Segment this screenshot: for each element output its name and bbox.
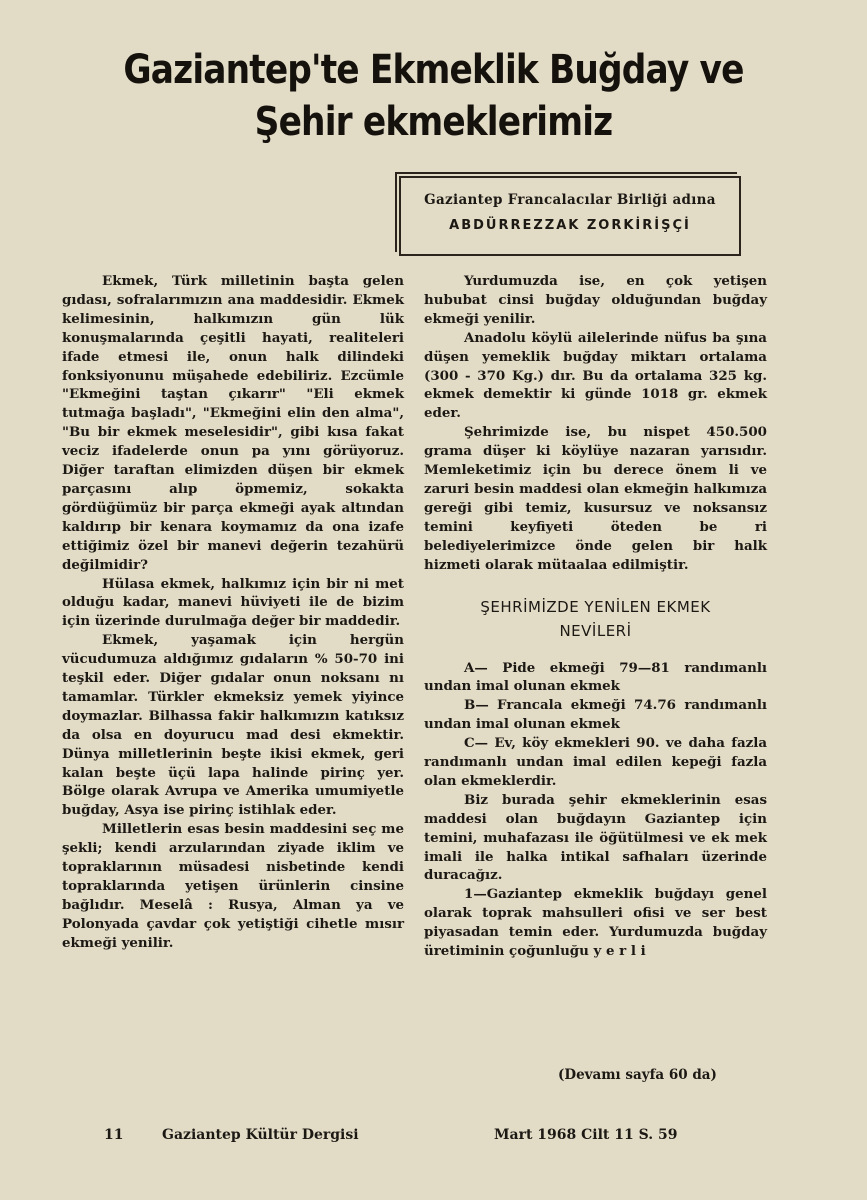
paragraph: Anadolu köylü ailelerinde nüfus ba şına düşen yemeklik buğday miktarı ortalama (300 - 370 Kg.) dır. Bu da ortalama 325 kg. ekmek demektir ki günde 1018 gr. ekmek eder. — [424, 329, 767, 422]
paragraph: Biz burada şehir ekmeklerinin esas maddesi olan buğdayın Gaziantep için temini, muhafazası ile öğütülmesi ve ek mek imali ile halka intikal safhaları üzerinde duracağız. — [424, 791, 767, 884]
continuation-note: (Devamı sayfa 60 da) — [558, 1067, 717, 1083]
left-column — [62, 272, 404, 953]
byline-author: ABDÜRREZZAK ZORKİRİŞÇİ — [449, 218, 691, 233]
paragraph: Yurdumuzda ise, en çok yetişen hububat cinsi buğday olduğundan buğday ekmeği yenilir. — [424, 273, 767, 327]
article-title — [61, 44, 807, 148]
paragraph: 1—Gaziantep ekmeklik buğdayı genel olarak toprak mahsulleri ofisi ve ser best piyasadan temin eder. Yurdumuzda buğday üretiminin çoğunluğu y e r l i — [424, 886, 767, 960]
footer-issue-info: Mart 1968 Cilt 11 S. 59 — [494, 1127, 678, 1143]
paragraph: Ekmek, yaşamak için hergün vücudumuza aldığımız gıdaların % 50-70 ini teşkil eder. Diğer gıdalar onun noksanı nı tamamlar. Türkler ekmeksiz yemek yiyince doymazlar. Bilhassa fakir halkımızın katıksız da olsa en doyurucu mad desi ekmektir. Dünya milletlerinin beşte ikisi ekmek, geri kalan beşte üçü lapa halinde pirinç yer. Bölge olarak Avrupa ve Amerika umumiyetle buğday, Asya ise pirinç istihlak eder. — [62, 632, 404, 819]
section-heading-line-2: NEVİLERİ — [559, 621, 632, 640]
paragraph: Milletlerin esas besin maddesini seç me şekli; kendi arzularından ziyade iklim ve topraklarının müsadesi nisbetinde kendi topraklarında yetişen ürünlerin cinsine bağlıdır. Meselâ : Rusya, Alman ya ve Polonyada çavdar çok yetiştiği cihetle mısır ekmeği yenilir. — [62, 821, 404, 951]
byline-box — [399, 176, 741, 256]
footer-journal-name: Gaziantep Kültür Dergisi — [162, 1127, 359, 1143]
paragraph: A— Pide ekmeği 79—81 randımanlı undan imal olunan ekmek — [424, 659, 767, 695]
byline-organization: Gaziantep Francalacılar Birliği adına — [424, 192, 716, 208]
title-line-1: Gaziantep'te Ekmeklik Buğday ve — [123, 47, 744, 93]
footer-page-number: 11 — [104, 1127, 124, 1143]
section-heading-line-1: ŞEHRİMİZDE YENİLEN EKMEK — [480, 597, 711, 616]
right-column — [424, 272, 767, 961]
paragraph: Ekmek, Türk milletinin başta gelen gıdası, sofralarımızın ana maddesidir. Ekmek kelimesinin, halkımızın gün lük konuşmalarında çeşitli hayati, realiteleri ifade etmesi ile, onun halk dilindeki fonksiyonunu müşahede edebiliriz. Ezcümle "Ekmeğini taştan çıkarır" "Eli ekmek tutmağa başladı", "Ekmeğini elin den alma", "Bu bir ekmek meselesidir", gibi kısa fakat veciz ifadelerde onun pa yını görüyoruz. Diğer taraftan elimizden düşen bir ekmek parçasını alıp öpmemiz, sokakta gördüğümüz bir parça ekmeği ayak altından kaldırıp bir kenara koymamız da ona izafe ettiğimiz özel bir manevi değerin tezahürü değilmidir? — [62, 273, 404, 573]
title-line-2: Şehir ekmeklerimiz — [254, 99, 613, 145]
section-heading — [424, 595, 767, 643]
paragraph: B— Francala ekmeği 74.76 randımanlı undan imal olunan ekmek — [424, 697, 767, 733]
paragraph: C— Ev, köy ekmekleri 90. ve daha fazla randımanlı undan imal edilen kepeği fazla olan ekmeklerdir. — [424, 735, 767, 789]
paragraph: Hülasa ekmek, halkımız için bir ni met olduğu kadar, manevi hüviyeti ile de bizim için üzerinde durulmağa değer bir maddedir. — [62, 575, 404, 630]
paragraph: Şehrimizde ise, bu nispet 450.500 grama düşer ki köylüye nazaran yarısıdır. Memleketimiz için bu derece önem li ve zaruri besin maddesi olan ekmeğin halkımıza gereği gibi temiz, kusursuz ve noksansız temini keyfiyeti öteden be ri belediyelerimizce önde gelen bir halk hizmeti olarak mütaalaa edilmiştir. — [424, 424, 767, 573]
